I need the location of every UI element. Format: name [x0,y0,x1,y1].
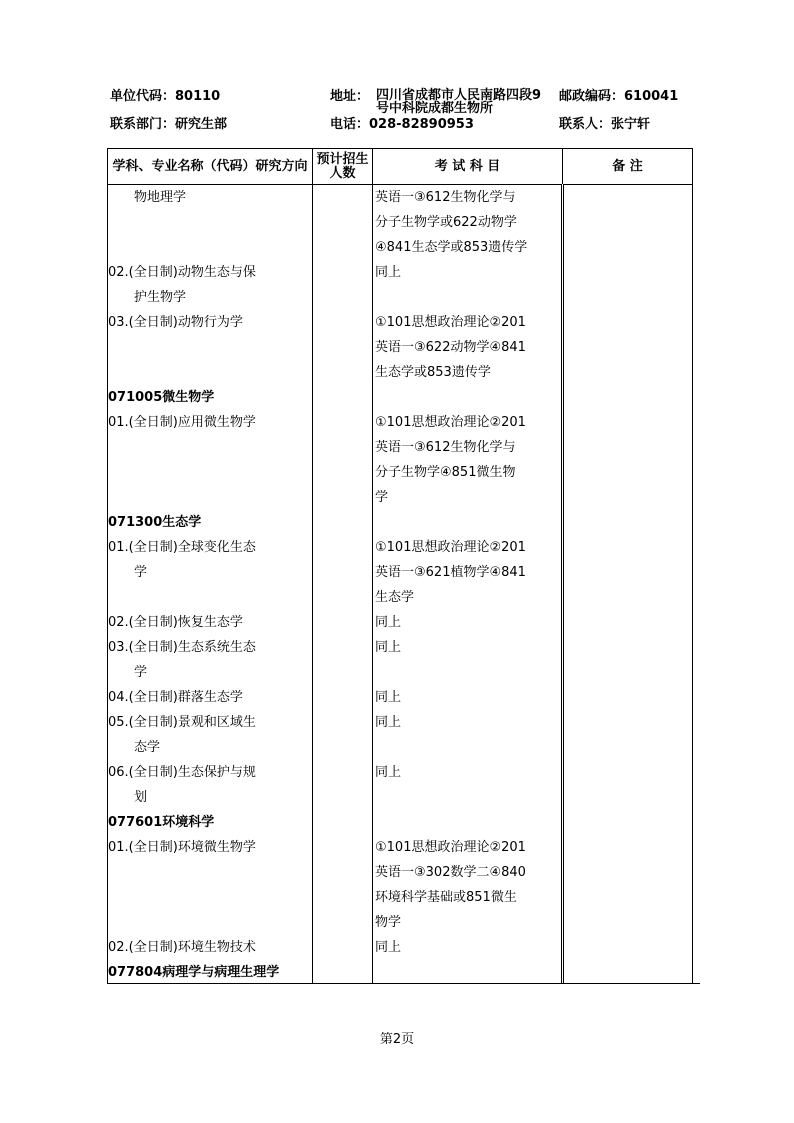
subject-line: 01.(全日制)全球变化生态 [108,540,256,555]
exam-line: 环境科学基础或851微生 [375,890,517,905]
address-text: 四川省成都市人民南路四段9号中科院成都生物所 [376,88,542,116]
remarks-column [563,185,693,984]
exam-line: 生态学或853遗传学 [375,365,491,380]
exam-line: 英语一③302数学二④840 [375,865,526,880]
subject-line: 学 [134,665,148,680]
exam-line: 同上 [375,940,402,955]
subject-line: 物地理学 [134,190,187,205]
exam-line: 同上 [375,640,402,655]
contact-department: 联系部门：研究生部 [110,117,228,132]
exam-line: 生态学 [375,590,415,605]
exam-line: ①101思想政治理论②201 [375,415,526,430]
subject-line: 划 [134,790,148,805]
enrollment-column [313,185,373,984]
exam-line: 英语一③621植物学④841 [375,565,526,580]
subject-line: 03.(全日制)生态系统生态 [108,640,256,655]
phone: 电话：028-82890953 [330,117,474,132]
exam-line: 英语一③622动物学④841 [375,340,526,355]
subject-line: 02.(全日制)动物生态与保 [108,265,256,280]
subject-line: 01.(全日制)环境微生物学 [108,840,256,855]
exam-line: 同上 [375,265,402,280]
exam-line: 英语一③612生物化学与 [375,440,516,455]
exam-line: 同上 [375,715,402,730]
subject-line: 学 [134,565,148,580]
postcode: 邮政编码：610041 [559,89,679,104]
exam-line: 同上 [375,765,402,780]
exam-line: ①101思想政治理论②201 [375,840,526,855]
exam-subjects-column [373,185,563,984]
subject-line: 04.(全日制)群落生态学 [108,690,243,705]
table-bottom-rule [107,983,700,984]
exam-line: 分子生物学或622动物学 [375,215,517,230]
contact-person: 联系人：张宁轩 [559,117,651,132]
page-number: 第2页 [379,1032,415,1047]
exam-line: 物学 [375,915,402,930]
exam-line: ①101思想政治理论②201 [375,315,526,330]
subject-line: 02.(全日制)恢复生态学 [108,615,243,630]
exam-line: ④841生态学或853遗传学 [375,240,528,255]
subject-line: 03.(全日制)动物行为学 [108,315,243,330]
exam-line: 英语一③612生物化学与 [375,190,516,205]
exam-line: 同上 [375,615,402,630]
discipline-heading: 071005微生物学 [108,390,215,405]
subject-line: 06.(全日制)生态保护与规 [108,765,256,780]
subject-line: 态学 [134,740,161,755]
admissions-table [107,148,693,983]
header-enrollment: 预计招生人数 [313,149,373,185]
header-exam-subjects: 考 试 科 目 [373,149,563,185]
subject-column [108,185,313,984]
exam-line: 分子生物学④851微生物 [375,465,516,480]
unit-code: 单位代码：80110 [110,89,221,104]
header-remarks: 备 注 [563,149,693,185]
subject-line: 护生物学 [134,290,187,305]
exam-line: ①101思想政治理论②201 [375,540,526,555]
exam-line: 同上 [375,690,402,705]
subject-line: 02.(全日制)环境生物技术 [108,940,256,955]
subject-line: 05.(全日制)景观和区域生 [108,715,256,730]
exam-line: 学 [375,490,389,505]
discipline-heading: 077804病理学与病理生理学 [108,965,280,980]
discipline-heading: 071300生态学 [108,515,202,530]
subject-line: 01.(全日制)应用微生物学 [108,415,256,430]
discipline-heading: 077601环境科学 [108,815,215,830]
header-subject: 学科、专业名称（代码）研究方向 [108,149,313,185]
address-label: 地址： [330,89,370,104]
